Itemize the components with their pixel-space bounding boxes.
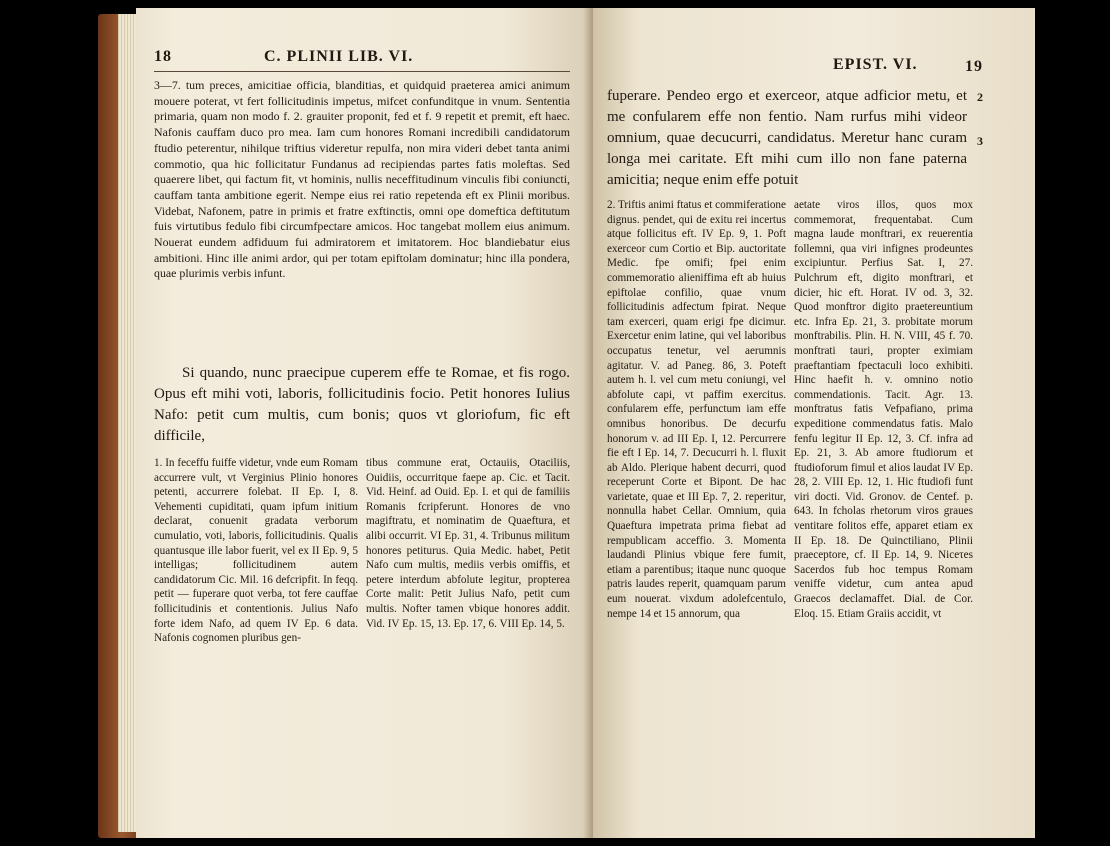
left-running-head: C. PLINII LIB. VI. (264, 48, 414, 65)
left-header-rule (154, 71, 570, 72)
left-notes-col-1-text: 1. In feceffu fuiffe videtur, vnde eum Romam accurrere vult, vt Verginius Plinio honores petenti, accurrere folebat. II Ep. I, 8. Vehementi cupiditati, quam ipfum initium declarat, conuenit gradata verborum cumulatio, voti, laboris, follicitudinis. Qualis quantusque ille labor fuerit, vel ex II Ep. 9, 5 intelligas; follicitudinem autem candidatorum Cic. Mil. 16 defcripfit. In feqq. petit — fuperare quot verba, tot fere cauffae follicitudinis et contentionis. Julius Nafo forte idem Nafo, ad quem IV Ep. 6 data. Nafonis cognomen pluribus gen- (154, 457, 358, 645)
left-notes-col-2 (366, 456, 570, 646)
right-main-text: fuperare. Pendeo ergo et exerceor, atque adficior metu, et me confularem effe non fentio. Nam rurfus mihi videor omnium, quae decucurri, candidatus. Meretur hanc curam longa mei caritate. Eft mihi cum illo non fane paterna amicitia; neque enim effe potuit (607, 88, 967, 188)
margin-note-2: 2 (977, 90, 983, 104)
right-notes-col-1-text: 2. Triftis animi ftatus et commiferatione dignus. pendet, qui de exitu rei incertus atque follicitus eft. IV Ep. 9, 1. Poft exerceor cum Cortio et Bip. auctoritate Medic. fpe omifi; fpei enim commemoratio alieniffima eft ab huius epiftolae confilio, quae vnum follicitudinis adfectum fpirat. Neque tam exerceri, quam erigi fpe dicimur. Exercetur enim latine, qui vel laboribus occupatus tenetur, vel aerumnis agitatur. V. ad Paneg. 86, 3. Poteft autem h. l. vel cum metu coniungi, vel abfolute capi, vt paffim exercitus. confularem effe, perfunctum iam effe omnibus honoribus. De decurfu honorum v. ad III Ep. I, 12. Percurrere fie eft I Ep. 14, 7. Decucurri h. l. fluxit ab Aldo. Plerique habent decurri, quod receperunt Corte et Bipont. De hac varietate, quae et III Ep. 7, 2. reperitur, nonnulla habet Cellar. Omnium, quia Quaeftura impetrata prima fiebat ad rempublicam acceffio. 3. Momenta laudandi Plinius vbique fere fumit, etiam a parentibus; itaque nunc quoque patris laudes reperit, quamquam parum eum nouerat. vixdum adolefcentulo, nempe 14 et 15 annorum, qua (607, 199, 786, 620)
right-notes (607, 198, 973, 621)
book-spread (98, 8, 1035, 838)
right-notes-col-2-text: aetate viros illos, quos mox commemorat, frequentabat. Cum magna laude monftrari, ex reuerentia follemni, qua viri infignes prodeuntes excipiuntur. Perfius Sat. I, 27. Pulchrum eft, digito monftrari, et dicier, hic eft. Horat. IV od. 3, 32. Quod monftror digito praetereuntium etc. Infra Ep. 21, 3. probitate morum monftrabilis. Plin. H. N. VIII, 45 f. 70. monftrati tauri, propter eximiam praeftantiam fpectaculi loco exhibiti. Hinc haefit h. v. omnino notio commendationis. Tacit. Agr. 13. monftratus fatis Vefpafiano, prima expeditione commendatus fatis. Malo fenfu legitur II Ep. 12, 3. Cf. infra ad Ep. 21, 3. Ab amore ftudiorum et ftudioforum fimul et alios laudat IV Ep. 28, 2. VIII Ep. 12, 1. Hic ftudiofi funt viri docti. Vid. Gronov. de Centef. p. 643. In fcholas rhetorum viros graues ventitare folitos effe, apparet etiam ex II Ep. 18. De Quinctiliano, Plinii praeceptore, cf. II Ep. 14, 9. Niceτes Sacerdos fub hoc tempus Romam veniffe videtur, cum antea apud Graecos declamaffet. Dial. de Cor. Eloq. 15. Etiam Graiis accidit, vt (794, 199, 973, 620)
left-page-number: 18 (154, 48, 172, 65)
right-notes-col-2 (794, 198, 973, 621)
left-commentary (154, 78, 570, 282)
left-main-text: Si quando, nunc praecipue cuperem effe te Romae, et fis rogo. Opus eft mihi voti, laboris, follicitudinis focio. Petit honores Iulius Nafo: petit cum multis, cum bonis; quos vt gloriofum, fic eft difficile, (154, 365, 570, 444)
right-page (593, 8, 1035, 838)
left-commentary-text: 3—7. tum preces, amicitiae officia, blanditias, et quidquid praeterea amici animum mouere poterat, vt fert follicitudinis impetus, mifcet confunditque in vnum. Sententia primaria, quam non modo f. 2. grauiter proponit, fed et f. 9 repetit et premit, eft haec. Nafonis cauffam duco pro mea. Iam cum honores Romani incredibili candidatorum ftudio peterentur, nihilque triftius videretur repulfa, non mira videri debet tanta animi commotio, qua hic follicitatur Fundanus ad recipiendas partes fatis moleftas. Sed quaerere libet, qui factum fit, vt hominis, nullis neceffitudinum vinculis fibi coniuncti, cauffam tanta ambitione egerit. Nempe eius rei ratio repetenda eft ex Plinii moribus. Videbat, Nafonem, patre in primis et fratre exftinctis, omni ope domeftica deftitutum fuis virtutibus fedulo fibi circumfpectare amicos. Hoc tangebat mollem eius animum. Nouerat eundem adfiduum fui admiratorem et imitatorem. Hoc blandiebatur eius ambitioni. Hinc ille animi ardor, qui per totam epiftolam dominatur; hinc illa pondera, quae plurimis verbis infunt. (154, 78, 570, 281)
left-notes (154, 456, 570, 646)
right-page-number: 19 (965, 58, 983, 75)
left-page (136, 8, 593, 838)
margin-note-3: 3 (977, 134, 983, 148)
left-notes-col-2-text: tibus commune erat, Octauiis, Otaciliis, Ouidiis, occurritque faepe ap. Cic. et Tacit. Vid. Heinf. ad Ouid. Ep. I. et qui de familiis Romanis fcripferunt. Honores de vno magiftratu, et nominatim de Quaeftura, et alibi occurrit. VI Ep. 31, 4. Tribunus militum honores petiturus. Quia Medic. habet, Petit Nafo cum multis, mediis verbis omiffis, et petere interdum abfolute legitur, propterea Corte malit: Petit Julius Nafo, petit cum multis. Nofter tamen vbique honores addit. Vid. IV Ep. 15, 13. Ep. 17, 6. VIII Ep. 14, 5. (366, 457, 570, 630)
right-notes-col-1 (607, 198, 786, 621)
right-running-head: EPIST. VI. (833, 56, 918, 73)
left-notes-col-1 (154, 456, 358, 646)
